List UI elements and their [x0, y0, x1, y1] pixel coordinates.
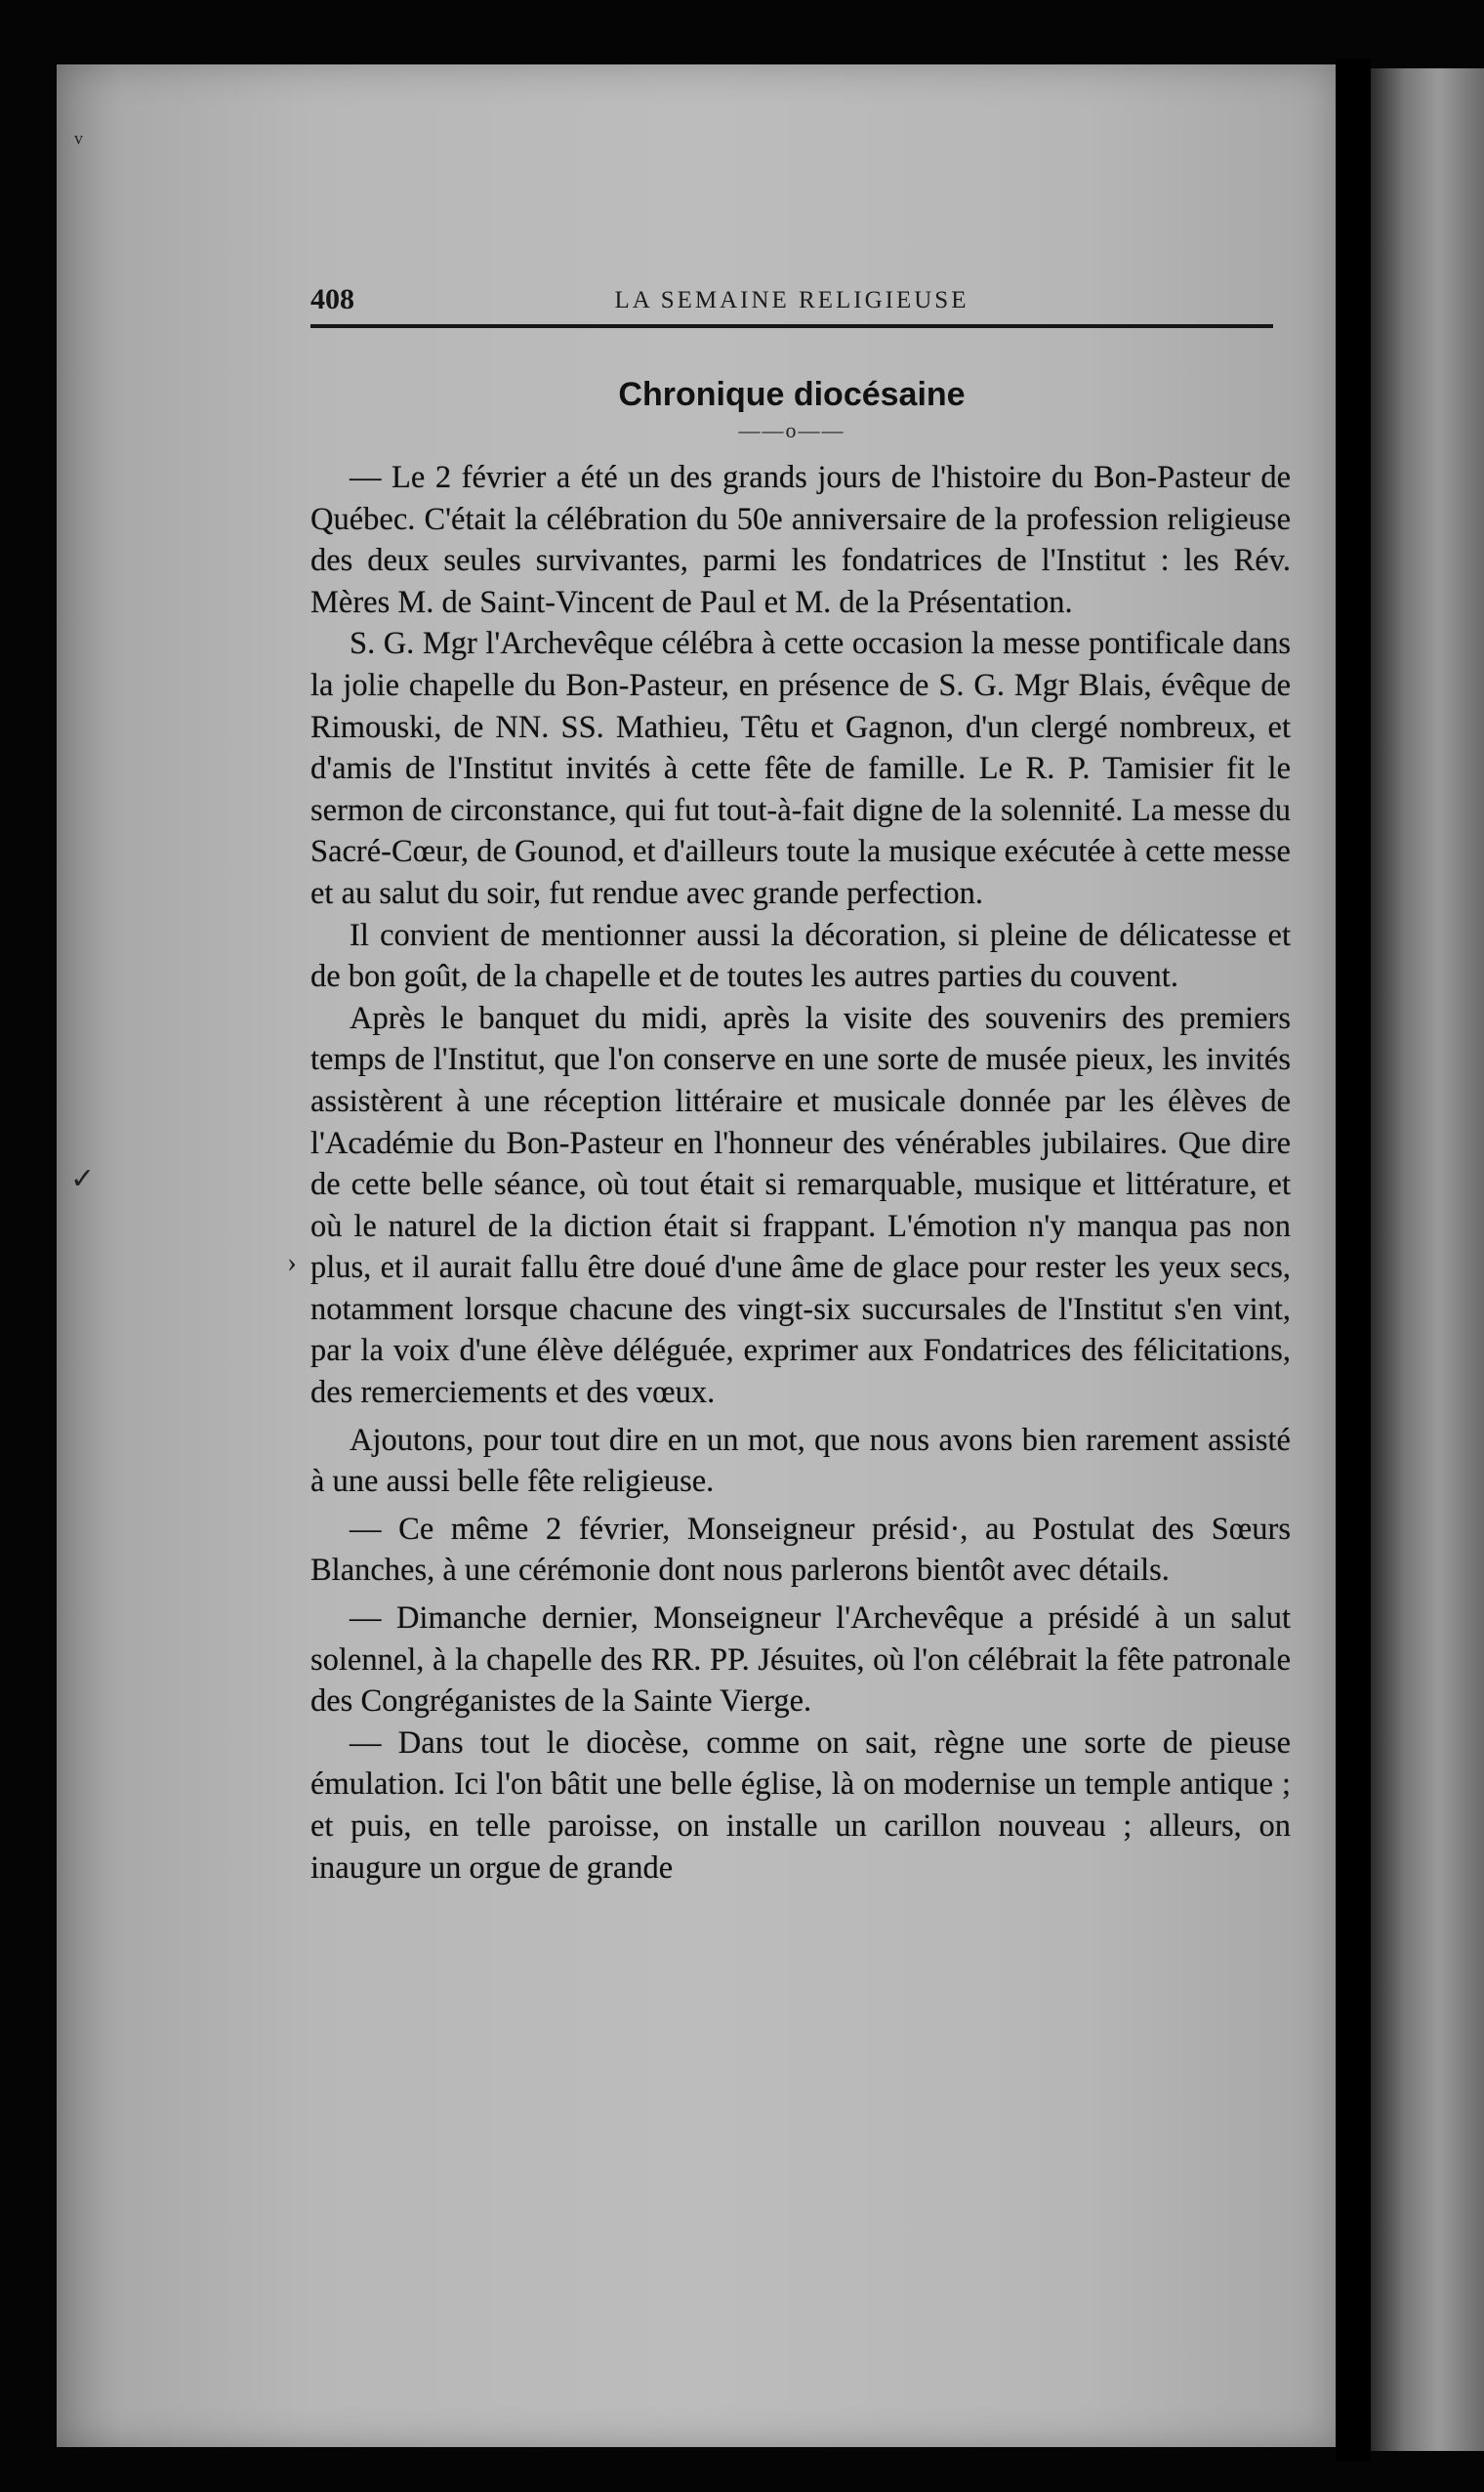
- page-number: 408: [310, 283, 354, 315]
- paragraph: Il convient de mentionner aussi la décoration, si pleine de délicatesse et de bon goût, de la chapelle et de toutes les autres parties du couvent.: [310, 917, 1291, 995]
- paragraph: S. G. Mgr l'Archevêque célébra à cette occasion la messe pontificale dans la jolie chapelle du Bon-Pasteur, en présence de S. G. Mgr Blais, évêque de Rimouski, de NN. SS. Mathieu, Têtu et Gagnon, d'un clergé nombreux, et d'amis de l'Institut invités à cette fête de famille. Le R. P. Tamisier fit le sermon de circonstance, qui fut tout-à-fait digne de la solennité. La messe du Sacré-Cœur, de Gounod, et d'ailleurs toute la musique exécutée à cette messe et au salut du soir, fut rendue avec grande perfection.: [310, 626, 1291, 911]
- article-body: [310, 457, 1291, 1889]
- section-title: Chronique diocésaine: [618, 376, 966, 413]
- paragraph: Ajoutons, pour tout dire en un mot, que nous avons bien rarement assisté à une aussi belle fête religieuse.: [310, 1422, 1291, 1500]
- paragraph: — Dimanche dernier, Monseigneur l'Archevêque a présidé à un salut solennel, à la chapelle des RR. PP. Jésuites, où l'on célébrait la fête patronale des Congréganistes de la Sainte Vierge.: [310, 1600, 1291, 1720]
- scan-artifact-mark: ᵛ: [74, 127, 83, 159]
- scan-artifact-mark: ›: [287, 1246, 297, 1278]
- page-header: [310, 273, 1273, 328]
- running-head: LA SEMAINE RELIGIEUSE: [614, 287, 969, 313]
- title-ornament: ——o——: [738, 418, 845, 442]
- paragraph: Après le banquet du midi, après la visite des souvenirs des premiers temps de l'Institut, que l'on conserve en une sorte de musée pieux, les invités assistèrent à une réception littéraire et musicale donnée par les élèves de l'Académie du Bon-Pasteur en l'honneur des vénérables jubilaires. Que dire de cette belle séance, où tout était si remarquable, musique et littérature, et où le naturel de la diction était si frappant. L'émotion n'y manqua pas non plus, et il aurait fallu être doué d'une âme de glace pour rester les yeux secs, notamment lorsque chacune des vingt-six succursales de l'Institut s'en vint, par la voix d'une élève déléguée, exprimer aux Fondatrices des félicitations, des remerciements et des vœux.: [310, 1000, 1291, 1411]
- scan-artifact-mark: ✓: [70, 1163, 96, 1195]
- paragraph: — Le 2 février a été un des grands jours de l'histoire du Bon-Pasteur de Québec. C'était la célébration du 50e anniversaire de la profession religieuse des deux seules survivantes, parmi les fondatrices de l'Institut : les Rév. Mères M. de Saint-Vincent de Paul et M. de la Présentation.: [310, 460, 1291, 620]
- facing-page-edge: [1371, 68, 1484, 2451]
- paragraph: — Ce même 2 février, Monseigneur présid·, au Postulat des Sœurs Blanches, à une cérémonie dont nous parlerons bientôt avec détails.: [310, 1511, 1291, 1589]
- book-gutter: [1336, 59, 1371, 2461]
- paragraph: — Dans tout le diocèse, comme on sait, règne une sorte de pieuse émulation. Ici l'on bâtit une belle église, là on modernise un temple antique ; et puis, en telle paroisse, on installe un carillon nouveau ; alleurs, on inaugure un orgue de grande: [310, 1724, 1291, 1886]
